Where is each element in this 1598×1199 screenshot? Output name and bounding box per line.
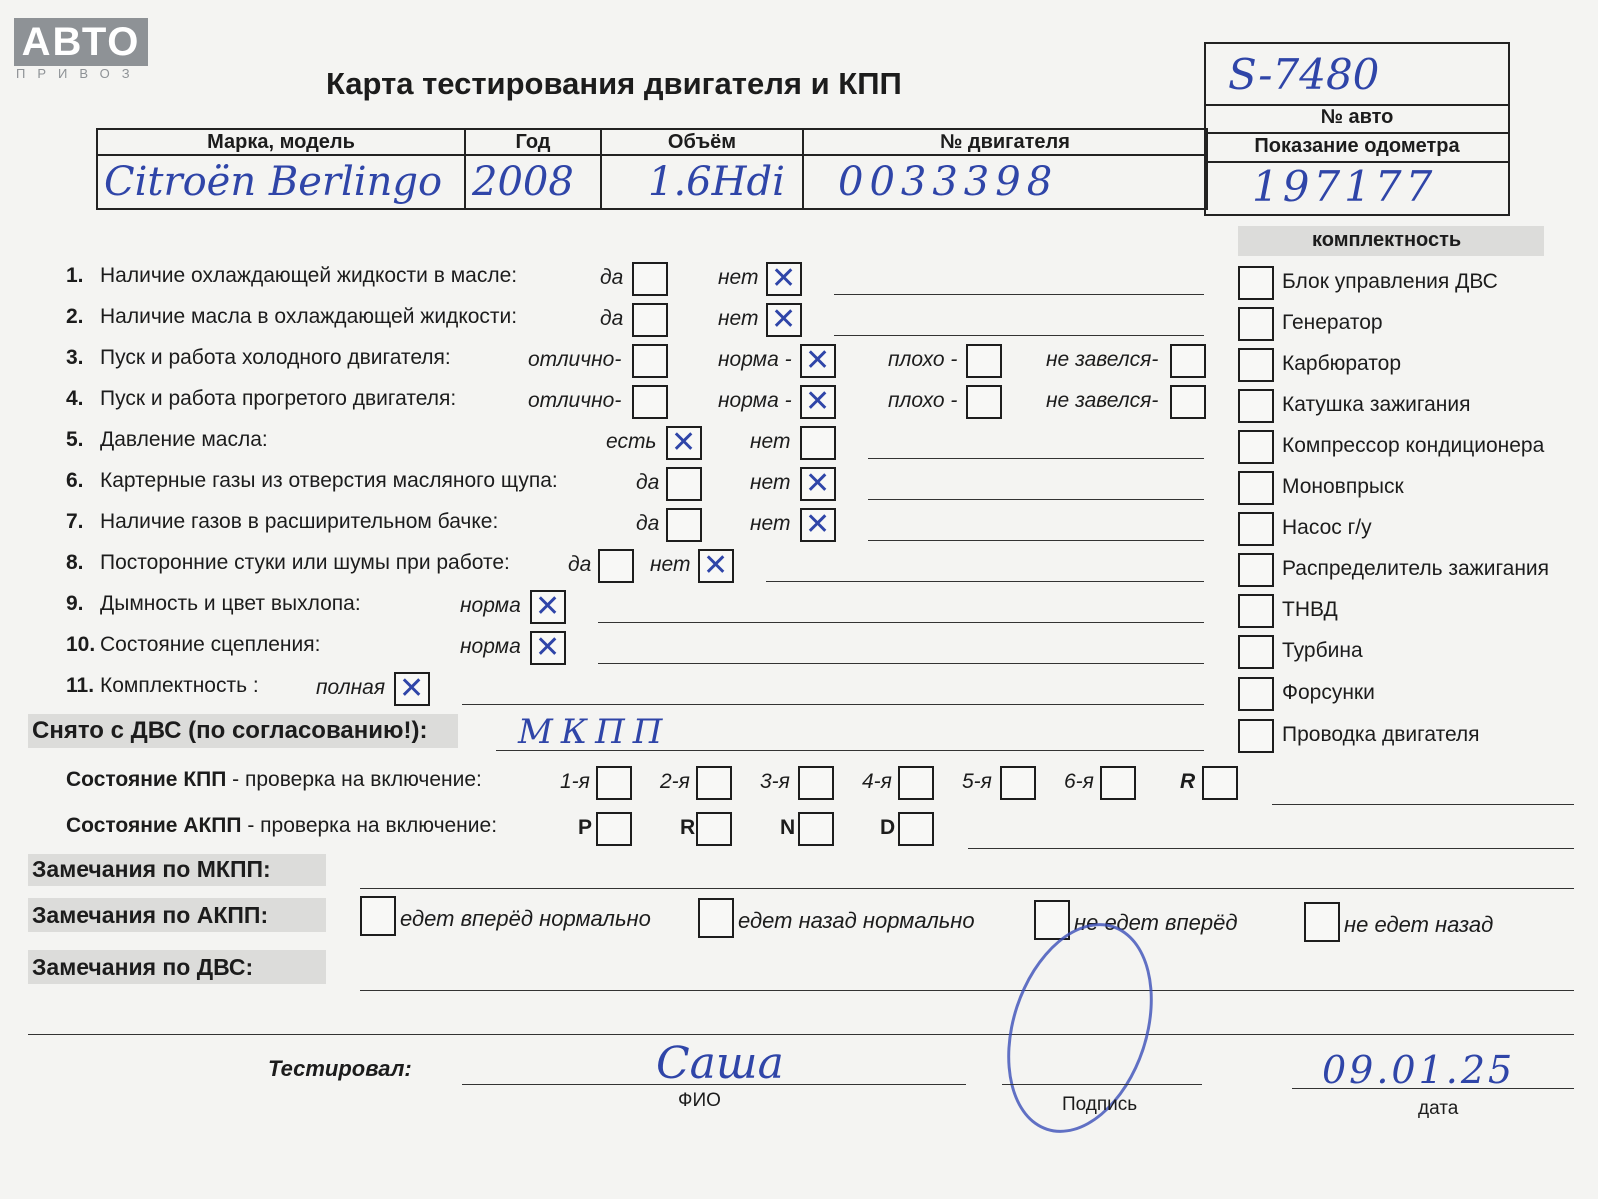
check-text: Дымность и цвет выхлопа: [100, 592, 361, 615]
test-date: 09.01.25 [1322, 1048, 1516, 1092]
akpp-label: Состояние АКПП - проверка на включение: [66, 814, 498, 837]
odometer-value: 197177 [1252, 162, 1437, 211]
completeness-item: Проводка двигателя [1282, 723, 1480, 746]
completeness-checkbox[interactable] [1238, 719, 1274, 753]
volume-value: 1.6Hdi [601, 155, 803, 209]
check-text: Давление масла: [100, 428, 268, 451]
removed-value: МКПП [518, 712, 671, 752]
check-text: Посторонние стуки или шумы при работе: [100, 551, 510, 574]
checkbox-bad[interactable] [966, 344, 1002, 378]
check-text: Пуск и работа холодного двигателя: [100, 346, 451, 369]
kpp-gear-r-checkbox[interactable] [1202, 766, 1238, 800]
id-box [1204, 42, 1510, 216]
brand-logo-sub: ПРИВОЗ [16, 66, 142, 81]
date-caption: дата [1418, 1098, 1459, 1119]
remarks-dvs-label: Замечания по ДВС: [32, 954, 254, 980]
tested-label: Тестировал: [268, 1056, 412, 1081]
document-page: АВТО ПРИВОЗ Карта тестирования двигателя и КПП S-7480 № авто Показание одометра 197177 Марка, модель Год Объём № двигателя Citroёn Berlingo 2008 1.6Hdi 0033398 комплектность Блок управления ДВС Генератор Карбюратор Катушка зажигания Компрессор кондиционера Моновпрыск Насос г/у Распределитель зажигания ТНВД Турбина Форсунки Проводка двигателя 1. Наличие охлаждающей жидкости в масле: да нет ✕ 2. Наличие масла в охлаждающей жидкости: да нет ✕ 3. Пуск и работа холодного двигателя: отлично- норма - ✕ плохо - не завелся- 4. Пуск и работа прогретого двигателя: отлично- норма - ✕ плохо - не завелся- 5. Давление масла: есть ✕ нет 6. Картерные газы из отверстия масляного щупа: да нет ✕ 7. Наличие газов в расширительном бачке: да нет ✕ 8. Посторонние стуки или шумы при работе: да нет ✕ 9. Дымность и цвет выхлопа: норма ✕ 10. Состояние сцепления: норма ✕ 11. Комплектность : полная ✕ Снято с ДВС (по согласованию!): МКПП Состояние КПП - проверка на включение: 1-я 2-я 3-я 4-я 5-я 6-я R Состояние АКПП - проверка на включение: P R N D Замечания по МКПП: Замечания по АКПП: едет вперёд нормально едет назад нормально не едет вперёд не едет назад Замечания по ДВС: Тестировал: Саша ФИО Подпись 09.01.25 дата [0, 0, 1598, 1199]
remarks-akpp-label: Замечания по АКПП: [32, 902, 269, 928]
odometer-label: Показание одометра [1254, 135, 1460, 157]
completeness-item: Турбина [1282, 639, 1363, 662]
vehicle-info-table [96, 128, 1208, 210]
completeness-item: Катушка зажигания [1282, 393, 1471, 416]
checkbox-yes[interactable] [632, 262, 668, 296]
checkbox-not-started[interactable] [1170, 385, 1206, 419]
check-text: Наличие охлаждающей жидкости в масле: [100, 264, 518, 287]
col-year: Год [465, 129, 601, 155]
checkbox-no[interactable] [766, 262, 802, 296]
checkbox-yes[interactable] [632, 303, 668, 337]
completeness-item: Компрессор кондиционера [1282, 434, 1545, 457]
kpp-gear-4-checkbox[interactable] [898, 766, 934, 800]
completeness-item: Форсунки [1282, 681, 1375, 704]
checkbox-excellent[interactable] [632, 385, 668, 419]
completeness-item: Блок управления ДВС [1282, 270, 1498, 293]
kpp-gear-5-checkbox[interactable] [1000, 766, 1036, 800]
kpp-gear-6-checkbox[interactable] [1100, 766, 1136, 800]
kpp-gear-1-checkbox[interactable] [596, 766, 632, 800]
form-title: Карта тестирования двигателя и КПП [326, 66, 902, 101]
akpp-r-checkbox[interactable] [696, 812, 732, 846]
year-value: 2008 [465, 155, 601, 209]
checkbox-no[interactable] [800, 508, 836, 542]
auto-number-label: № авто [1320, 106, 1394, 128]
completeness-checkbox[interactable] [1238, 348, 1274, 382]
kpp-label: Состояние КПП - проверка на включение: [66, 768, 482, 791]
akpp-no-backward-checkbox[interactable] [1304, 902, 1340, 942]
completeness-item: Распределитель зажигания [1282, 557, 1550, 580]
completeness-checkbox[interactable] [1238, 471, 1274, 505]
engine-number-value: 0033398 [803, 155, 1207, 209]
completeness-checkbox[interactable] [1238, 553, 1274, 587]
checkbox-full[interactable] [394, 672, 430, 706]
checkbox-yes[interactable] [666, 467, 702, 501]
tester-name: Саша [656, 1038, 784, 1089]
brand-logo: АВТО [14, 18, 148, 66]
col-engine-number: № двигателя [803, 129, 1207, 155]
check-text: Картерные газы из отверстия масляного щупа: [100, 469, 558, 492]
checkbox-not-started[interactable] [1170, 344, 1206, 378]
checkbox-no[interactable] [800, 426, 836, 460]
checkbox-no[interactable] [698, 549, 734, 583]
akpp-p-checkbox[interactable] [596, 812, 632, 846]
checkbox-yes[interactable] [598, 549, 634, 583]
completeness-item: Насос г/у [1282, 516, 1372, 539]
removed-label: Снято с ДВС (по согласованию!): [32, 717, 428, 744]
signature-caption: Подпись [1062, 1094, 1138, 1115]
remarks-mkpp-label: Замечания по МКПП: [32, 856, 271, 882]
checkbox-no[interactable] [766, 303, 802, 337]
col-volume: Объём [601, 129, 803, 155]
akpp-backward-ok-checkbox[interactable] [698, 898, 734, 938]
completeness-checkbox[interactable] [1238, 389, 1274, 423]
completeness-checkbox[interactable] [1238, 266, 1274, 300]
fio-caption: ФИО [678, 1090, 721, 1111]
check-text: Состояние сцепления: [100, 633, 321, 656]
checkbox-yes[interactable] [666, 508, 702, 542]
completeness-item: ТНВД [1282, 598, 1338, 621]
checkbox-yes[interactable] [666, 426, 702, 460]
completeness-item: Генератор [1282, 311, 1383, 334]
completeness-checkbox[interactable] [1238, 635, 1274, 669]
completeness-checkbox[interactable] [1238, 512, 1274, 546]
completeness-title: комплектность [1312, 229, 1462, 251]
akpp-forward-ok-checkbox[interactable] [360, 896, 396, 936]
checkbox-normal[interactable] [530, 631, 566, 665]
completeness-item: Карбюратор [1282, 352, 1402, 375]
kpp-gear-2-checkbox[interactable] [696, 766, 732, 800]
checkbox-no[interactable] [800, 467, 836, 501]
checkbox-normal[interactable] [800, 385, 836, 419]
check-text: Наличие масла в охлаждающей жидкости: [100, 305, 518, 328]
col-brand-model: Марка, модель [97, 129, 465, 155]
completeness-checkbox[interactable] [1238, 594, 1274, 628]
checkbox-excellent[interactable] [632, 344, 668, 378]
completeness-checkbox[interactable] [1238, 307, 1274, 341]
auto-number-value: S-7480 [1228, 50, 1380, 99]
kpp-gear-3-checkbox[interactable] [798, 766, 834, 800]
brand-model-value: Citroёn Berlingo [97, 155, 465, 209]
checkbox-normal[interactable] [530, 590, 566, 624]
check-text: Пуск и работа прогретого двигателя: [100, 387, 457, 410]
akpp-d-checkbox[interactable] [898, 812, 934, 846]
completeness-item: Моновпрыск [1282, 475, 1404, 498]
checkbox-bad[interactable] [966, 385, 1002, 419]
check-text: Комплектность : [100, 674, 259, 697]
check-text: Наличие газов в расширительном бачке: [100, 510, 499, 533]
completeness-checkbox[interactable] [1238, 430, 1274, 464]
checkbox-normal[interactable] [800, 344, 836, 378]
completeness-checkbox[interactable] [1238, 677, 1274, 711]
akpp-n-checkbox[interactable] [798, 812, 834, 846]
